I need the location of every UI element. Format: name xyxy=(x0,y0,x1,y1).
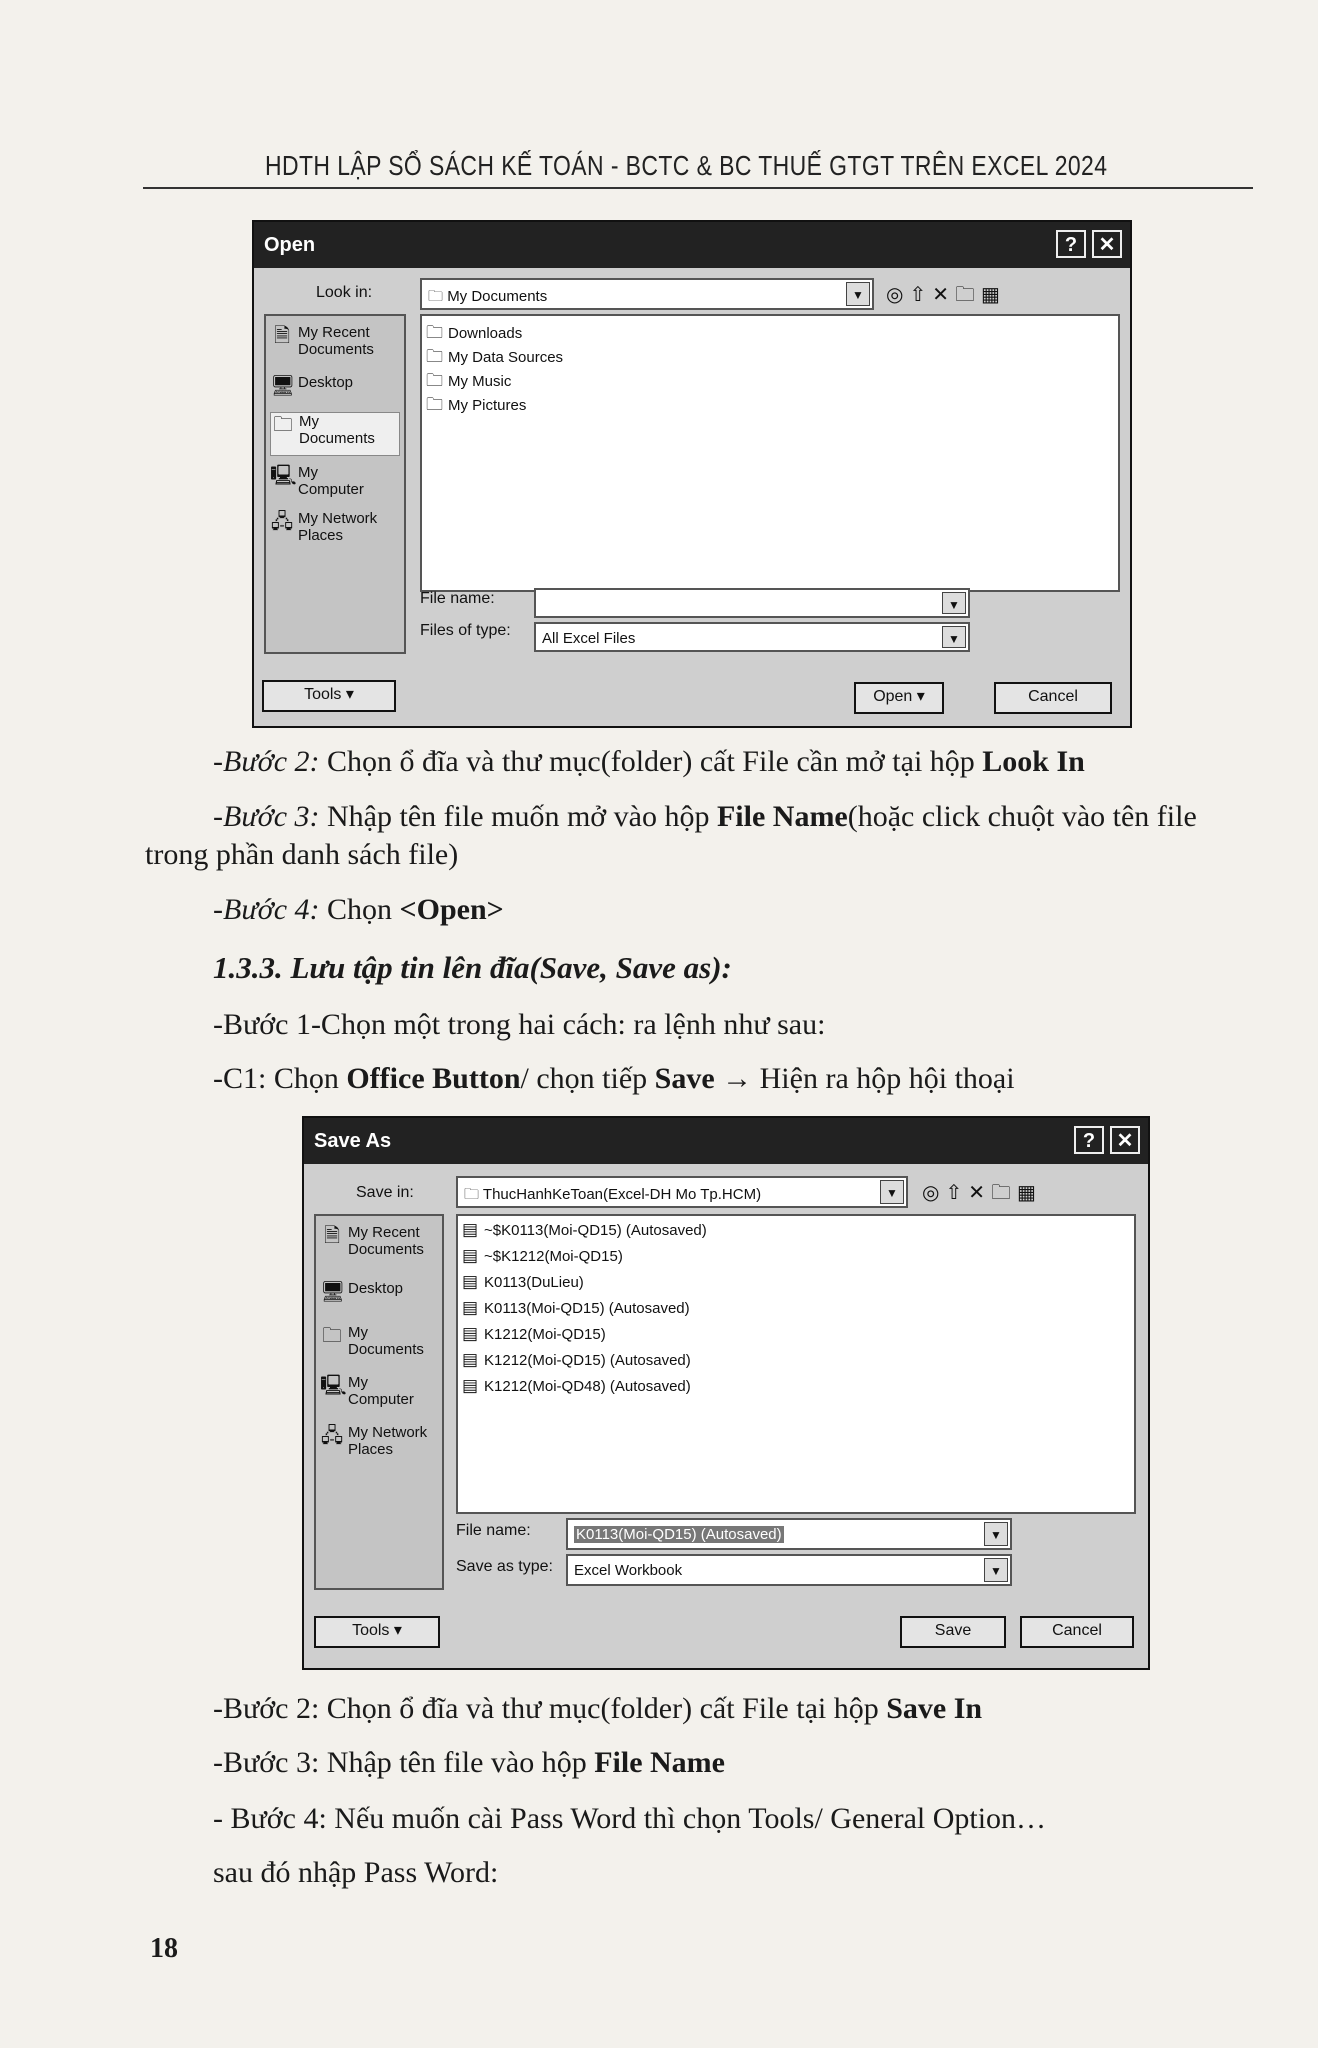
place-my-recent-documents[interactable]: 🗎 My Recent Documents xyxy=(270,324,398,362)
documents-icon: 🗀 xyxy=(322,1325,342,1347)
list-item[interactable]: 🗀 My Data Sources xyxy=(426,344,563,373)
list-item[interactable]: ▤ ~$K1212(Moi-QD15) xyxy=(462,1246,623,1265)
file-list[interactable] xyxy=(456,1214,1136,1514)
list-item[interactable]: ▤ K1212(Moi-QD15) (Autosaved) xyxy=(462,1350,691,1369)
places-bar xyxy=(314,1214,444,1590)
help-button[interactable]: ? xyxy=(1056,230,1086,258)
list-item[interactable]: ▤ K0113(Moi-QD15) (Autosaved) xyxy=(462,1298,690,1317)
open-toolbar[interactable] xyxy=(886,280,1006,314)
save-in-label: Save in: xyxy=(356,1184,414,1201)
desktop-icon: 🖥 xyxy=(320,1281,346,1303)
list-item[interactable]: 🗀 My Pictures xyxy=(426,392,526,421)
computer-icon: 🖳 xyxy=(270,465,297,487)
cancel-button[interactable]: Cancel xyxy=(994,682,1112,714)
save-step-4: - Bước 4: Nếu muốn cài Pass Word thì chọn Tools/ General Option… xyxy=(213,1802,1047,1835)
folder-icon: 🗀 xyxy=(464,1186,480,1203)
open-dialog-title: Open xyxy=(264,234,316,256)
save-as-dialog xyxy=(302,1116,1150,1670)
excel-file-icon: ▤ xyxy=(462,1376,479,1395)
open-step-3-continued: trong phần danh sách file) xyxy=(145,838,459,871)
files-of-type-label: Files of type: xyxy=(420,622,511,639)
place-my-documents[interactable]: 🗀 My Documents xyxy=(322,1324,424,1358)
delete-icon[interactable]: ✕ xyxy=(968,1182,991,1204)
views-icon[interactable]: ▦ xyxy=(980,284,1006,306)
files-of-type-select[interactable]: All Excel Files ▼ xyxy=(534,622,970,652)
views-icon[interactable]: ▦ xyxy=(1016,1182,1042,1204)
tools-button[interactable]: Tools ▾ xyxy=(314,1616,440,1648)
chevron-down-icon[interactable]: ▼ xyxy=(942,592,966,614)
place-desktop[interactable]: 🖥 Desktop xyxy=(320,1280,404,1303)
tools-button[interactable]: Tools ▾ xyxy=(262,680,396,712)
excel-file-icon: ▤ xyxy=(462,1350,479,1369)
list-item[interactable]: 🗀 Downloads xyxy=(426,320,522,349)
folder-icon: 🗀 xyxy=(426,323,443,342)
look-in-select[interactable]: 🗀 My Documents ▼ xyxy=(420,278,874,310)
open-step-2: -Bước 2: Chọn ổ đĩa và thư mục(folder) cất File cần mở tại hộp Look In xyxy=(213,745,1085,778)
place-my-network-places[interactable]: 🖧 My Network Places xyxy=(270,510,378,544)
folder-icon: 🗀 xyxy=(426,395,443,414)
delete-icon[interactable]: ✕ xyxy=(932,284,955,306)
chevron-down-icon[interactable]: ▼ xyxy=(846,282,870,306)
save-step-3: -Bước 3: Nhập tên file vào hộp File Name xyxy=(213,1746,725,1779)
places-bar xyxy=(264,314,406,654)
save-as-type-select[interactable]: Excel Workbook ▼ xyxy=(566,1554,1012,1586)
folder-icon: 🗀 xyxy=(426,347,443,366)
save-as-type-label: Save as type: xyxy=(456,1558,553,1575)
excel-file-icon: ▤ xyxy=(462,1220,479,1239)
recent-icon: 🗎 xyxy=(273,325,291,347)
list-item[interactable]: ▤ ~$K0113(Moi-QD15) (Autosaved) xyxy=(462,1220,707,1239)
file-name-label: File name: xyxy=(420,590,495,607)
up-folder-icon[interactable]: ⇧ xyxy=(945,1182,969,1204)
up-folder-icon[interactable]: ⇧ xyxy=(909,284,933,306)
close-button[interactable]: ✕ xyxy=(1110,1126,1140,1154)
place-desktop[interactable]: 🖥 Desktop xyxy=(270,374,354,397)
new-folder-icon[interactable]: 🗀 xyxy=(954,284,981,306)
save-step-4-continued: sau đó nhập Pass Word: xyxy=(213,1856,499,1889)
excel-file-icon: ▤ xyxy=(462,1272,479,1291)
file-list[interactable] xyxy=(420,314,1120,592)
open-step-4: -Bước 4: Chọn <Open> xyxy=(213,893,504,926)
page-header: HDTH LẬP SỔ SÁCH KẾ TOÁN - BCTC & BC THUẾ GTGT TRÊN EXCEL 2024 xyxy=(265,150,1108,181)
back-icon[interactable]: ◎ xyxy=(922,1182,946,1204)
save-toolbar[interactable] xyxy=(922,1178,1042,1212)
help-button[interactable]: ? xyxy=(1074,1126,1104,1154)
excel-file-icon: ▤ xyxy=(462,1298,479,1317)
place-my-computer[interactable]: 🖳 My Computer xyxy=(320,1374,414,1408)
page-number: 18 xyxy=(150,1933,178,1964)
desktop-icon: 🖥 xyxy=(270,375,296,397)
save-step-1: -Bước 1-Chọn một trong hai cách: ra lệnh như sau: xyxy=(213,1008,826,1041)
file-name-input[interactable] xyxy=(534,588,970,618)
folder-icon: 🗀 xyxy=(426,371,443,390)
save-step-2: -Bước 2: Chọn ổ đĩa và thư mục(folder) cất File tại hộp Save In xyxy=(213,1692,983,1725)
chevron-down-icon[interactable]: ▼ xyxy=(880,1180,904,1204)
section-title: 1.3.3. Lưu tập tin lên đĩa(Save, Save as): xyxy=(213,950,732,985)
open-button[interactable]: Open ▾ xyxy=(854,682,944,714)
excel-file-icon: ▤ xyxy=(462,1324,479,1343)
save-in-select[interactable]: 🗀 ThucHanhKeToan(Excel-DH Mo Tp.HCM) ▼ xyxy=(456,1176,908,1208)
new-folder-icon[interactable]: 🗀 xyxy=(990,1182,1017,1204)
save-c1: -C1: Chọn Office Button/ chọn tiếp Save → Hiện ra hộp hội thoại xyxy=(213,1062,1015,1095)
chevron-down-icon[interactable]: ▼ xyxy=(942,626,966,648)
documents-icon: 🗀 xyxy=(273,414,293,436)
header-rule xyxy=(143,187,1253,189)
place-my-documents[interactable]: 🗀 My Documents xyxy=(270,412,400,456)
place-my-recent-documents[interactable]: 🗎 My Recent Documents xyxy=(320,1224,448,1262)
look-in-label: Look in: xyxy=(316,284,373,301)
file-name-input[interactable]: K0113(Moi-QD15) (Autosaved) ▼ xyxy=(566,1518,1012,1550)
list-item[interactable]: ▤ K0113(DuLieu) xyxy=(462,1272,584,1291)
open-step-3: -Bước 3: Nhập tên file muốn mở vào hộp File Name(hoặc click chuột vào tên file xyxy=(213,800,1197,833)
open-dialog xyxy=(252,220,1132,728)
save-dialog-titlebar xyxy=(304,1118,1148,1164)
file-name-label: File name: xyxy=(456,1522,531,1539)
save-button[interactable]: Save xyxy=(900,1616,1006,1648)
computer-icon: 🖳 xyxy=(320,1375,347,1397)
list-item[interactable]: 🗀 My Music xyxy=(426,368,511,397)
chevron-down-icon[interactable]: ▼ xyxy=(984,1522,1008,1546)
back-icon[interactable]: ◎ xyxy=(886,284,910,306)
open-dialog-titlebar xyxy=(254,222,1130,268)
place-my-computer[interactable]: 🖳 My Computer xyxy=(270,464,364,498)
cancel-button[interactable]: Cancel xyxy=(1020,1616,1134,1648)
excel-file-icon: ▤ xyxy=(462,1246,479,1265)
place-my-network-places[interactable]: 🖧 My Network Places xyxy=(320,1424,428,1458)
folder-icon: 🗀 xyxy=(428,288,444,305)
save-dialog-title: Save As xyxy=(314,1130,392,1152)
list-item[interactable]: ▤ K1212(Moi-QD15) xyxy=(462,1324,606,1343)
list-item[interactable]: ▤ K1212(Moi-QD48) (Autosaved) xyxy=(462,1376,691,1395)
network-icon: 🖧 xyxy=(320,1425,344,1447)
network-icon: 🖧 xyxy=(270,511,294,533)
close-button[interactable]: ✕ xyxy=(1092,230,1122,258)
recent-icon: 🗎 xyxy=(323,1225,341,1247)
chevron-down-icon[interactable]: ▼ xyxy=(984,1558,1008,1582)
